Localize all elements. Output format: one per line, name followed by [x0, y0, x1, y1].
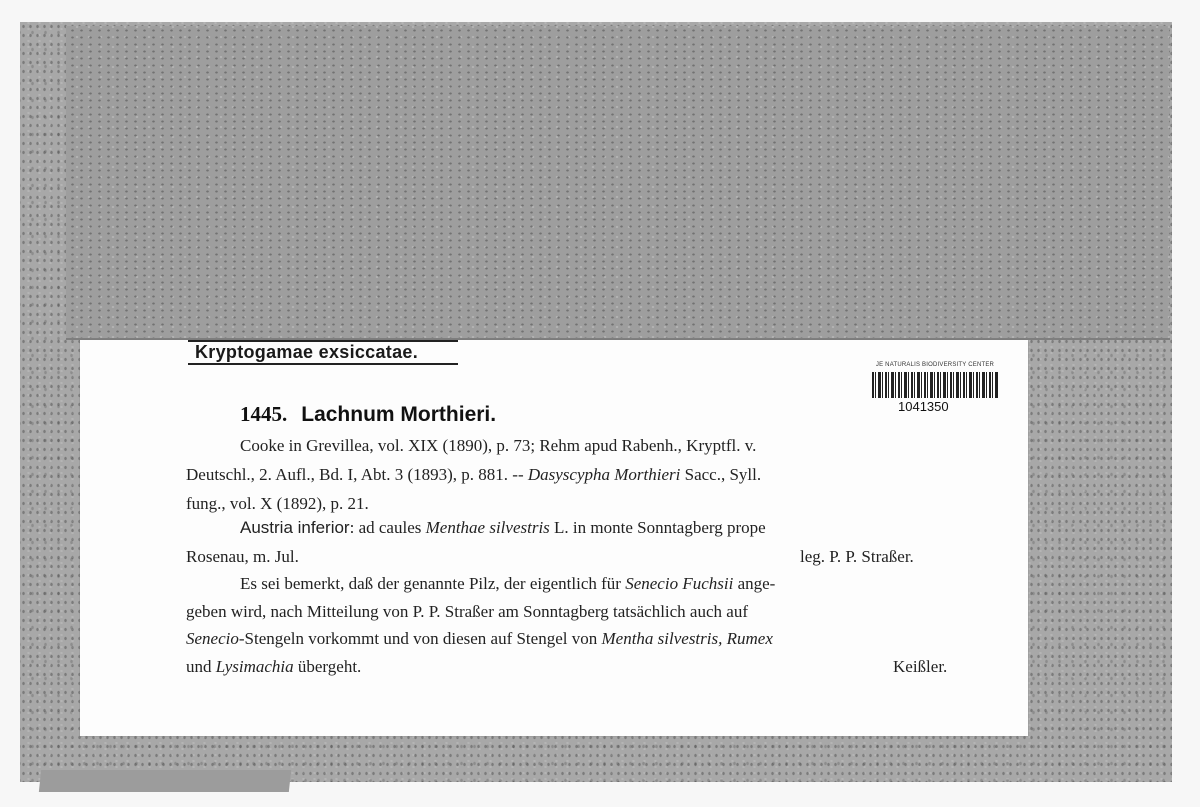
packet-flap	[66, 26, 1170, 340]
locality-region: Austria inferior	[240, 518, 350, 537]
note-line-1	[240, 574, 775, 594]
note-4-a: und	[186, 657, 216, 676]
note-4-b: Lysimachia	[215, 657, 294, 676]
packet-bottom-edge	[39, 770, 291, 792]
barcode-number: 1041350	[898, 399, 949, 414]
ref-line-3: fung., vol. X (1892), p. 21.	[186, 494, 369, 513]
specimen-name: Lachnum Morthieri.	[301, 403, 497, 426]
specimen-title	[240, 402, 496, 427]
note-1-c: ange-	[733, 574, 776, 593]
locality-d: L. in monte Sonntagberg prope	[549, 518, 766, 537]
locality-b: : ad caules	[349, 518, 426, 537]
collector: leg. P. P. Straßer.	[800, 547, 914, 566]
note-1-b: Senecio Fuchsii	[625, 574, 734, 593]
note-3-a: Senecio	[186, 629, 239, 648]
note-1-a: Es sei bemerkt, daß der genannte Pilz, der eigentlich für	[240, 574, 626, 593]
ref-line-2-c: Sacc., Syll.	[680, 465, 762, 484]
specimen-number: 1445.	[240, 402, 288, 426]
host-plant: Menthae silvestris	[425, 518, 550, 537]
note-line-2: geben wird, nach Mitteilung von P. P. Straßer am Sonntagberg tatsächlich auch auf	[186, 602, 748, 621]
ref-line-2-a: Deutschl., 2. Aufl., Bd. I, Abt. 3 (1893), p. 881. --	[186, 465, 528, 484]
locality-line-1	[240, 518, 766, 538]
barcode-block	[872, 362, 998, 414]
locality-line-2: Rosenau, m. Jul.	[186, 547, 299, 566]
note-3-c: Mentha silvestris, Rumex	[601, 629, 773, 648]
series-label: Kryptogamae exsiccatae.	[195, 342, 419, 362]
note-author: Keißler.	[893, 657, 948, 676]
note-line-3	[186, 629, 773, 649]
ref-synonym: Dasyscypha Morthieri	[527, 465, 681, 484]
ref-line-2	[186, 465, 761, 485]
barcode-image	[872, 372, 998, 398]
note-line-4	[186, 657, 361, 677]
note-3-b: -Stengeln vorkommt und von diesen auf Stengel von	[238, 629, 602, 648]
header-underline	[188, 363, 458, 365]
note-4-c: übergeht.	[293, 657, 362, 676]
barcode-caption: JE NATURALIS BIODIVERSITY CENTER	[875, 362, 995, 368]
ref-line-1: Cooke in Grevillea, vol. XIX (1890), p. 73; Rehm apud Rabenh., Kryptfl. v.	[240, 436, 757, 455]
